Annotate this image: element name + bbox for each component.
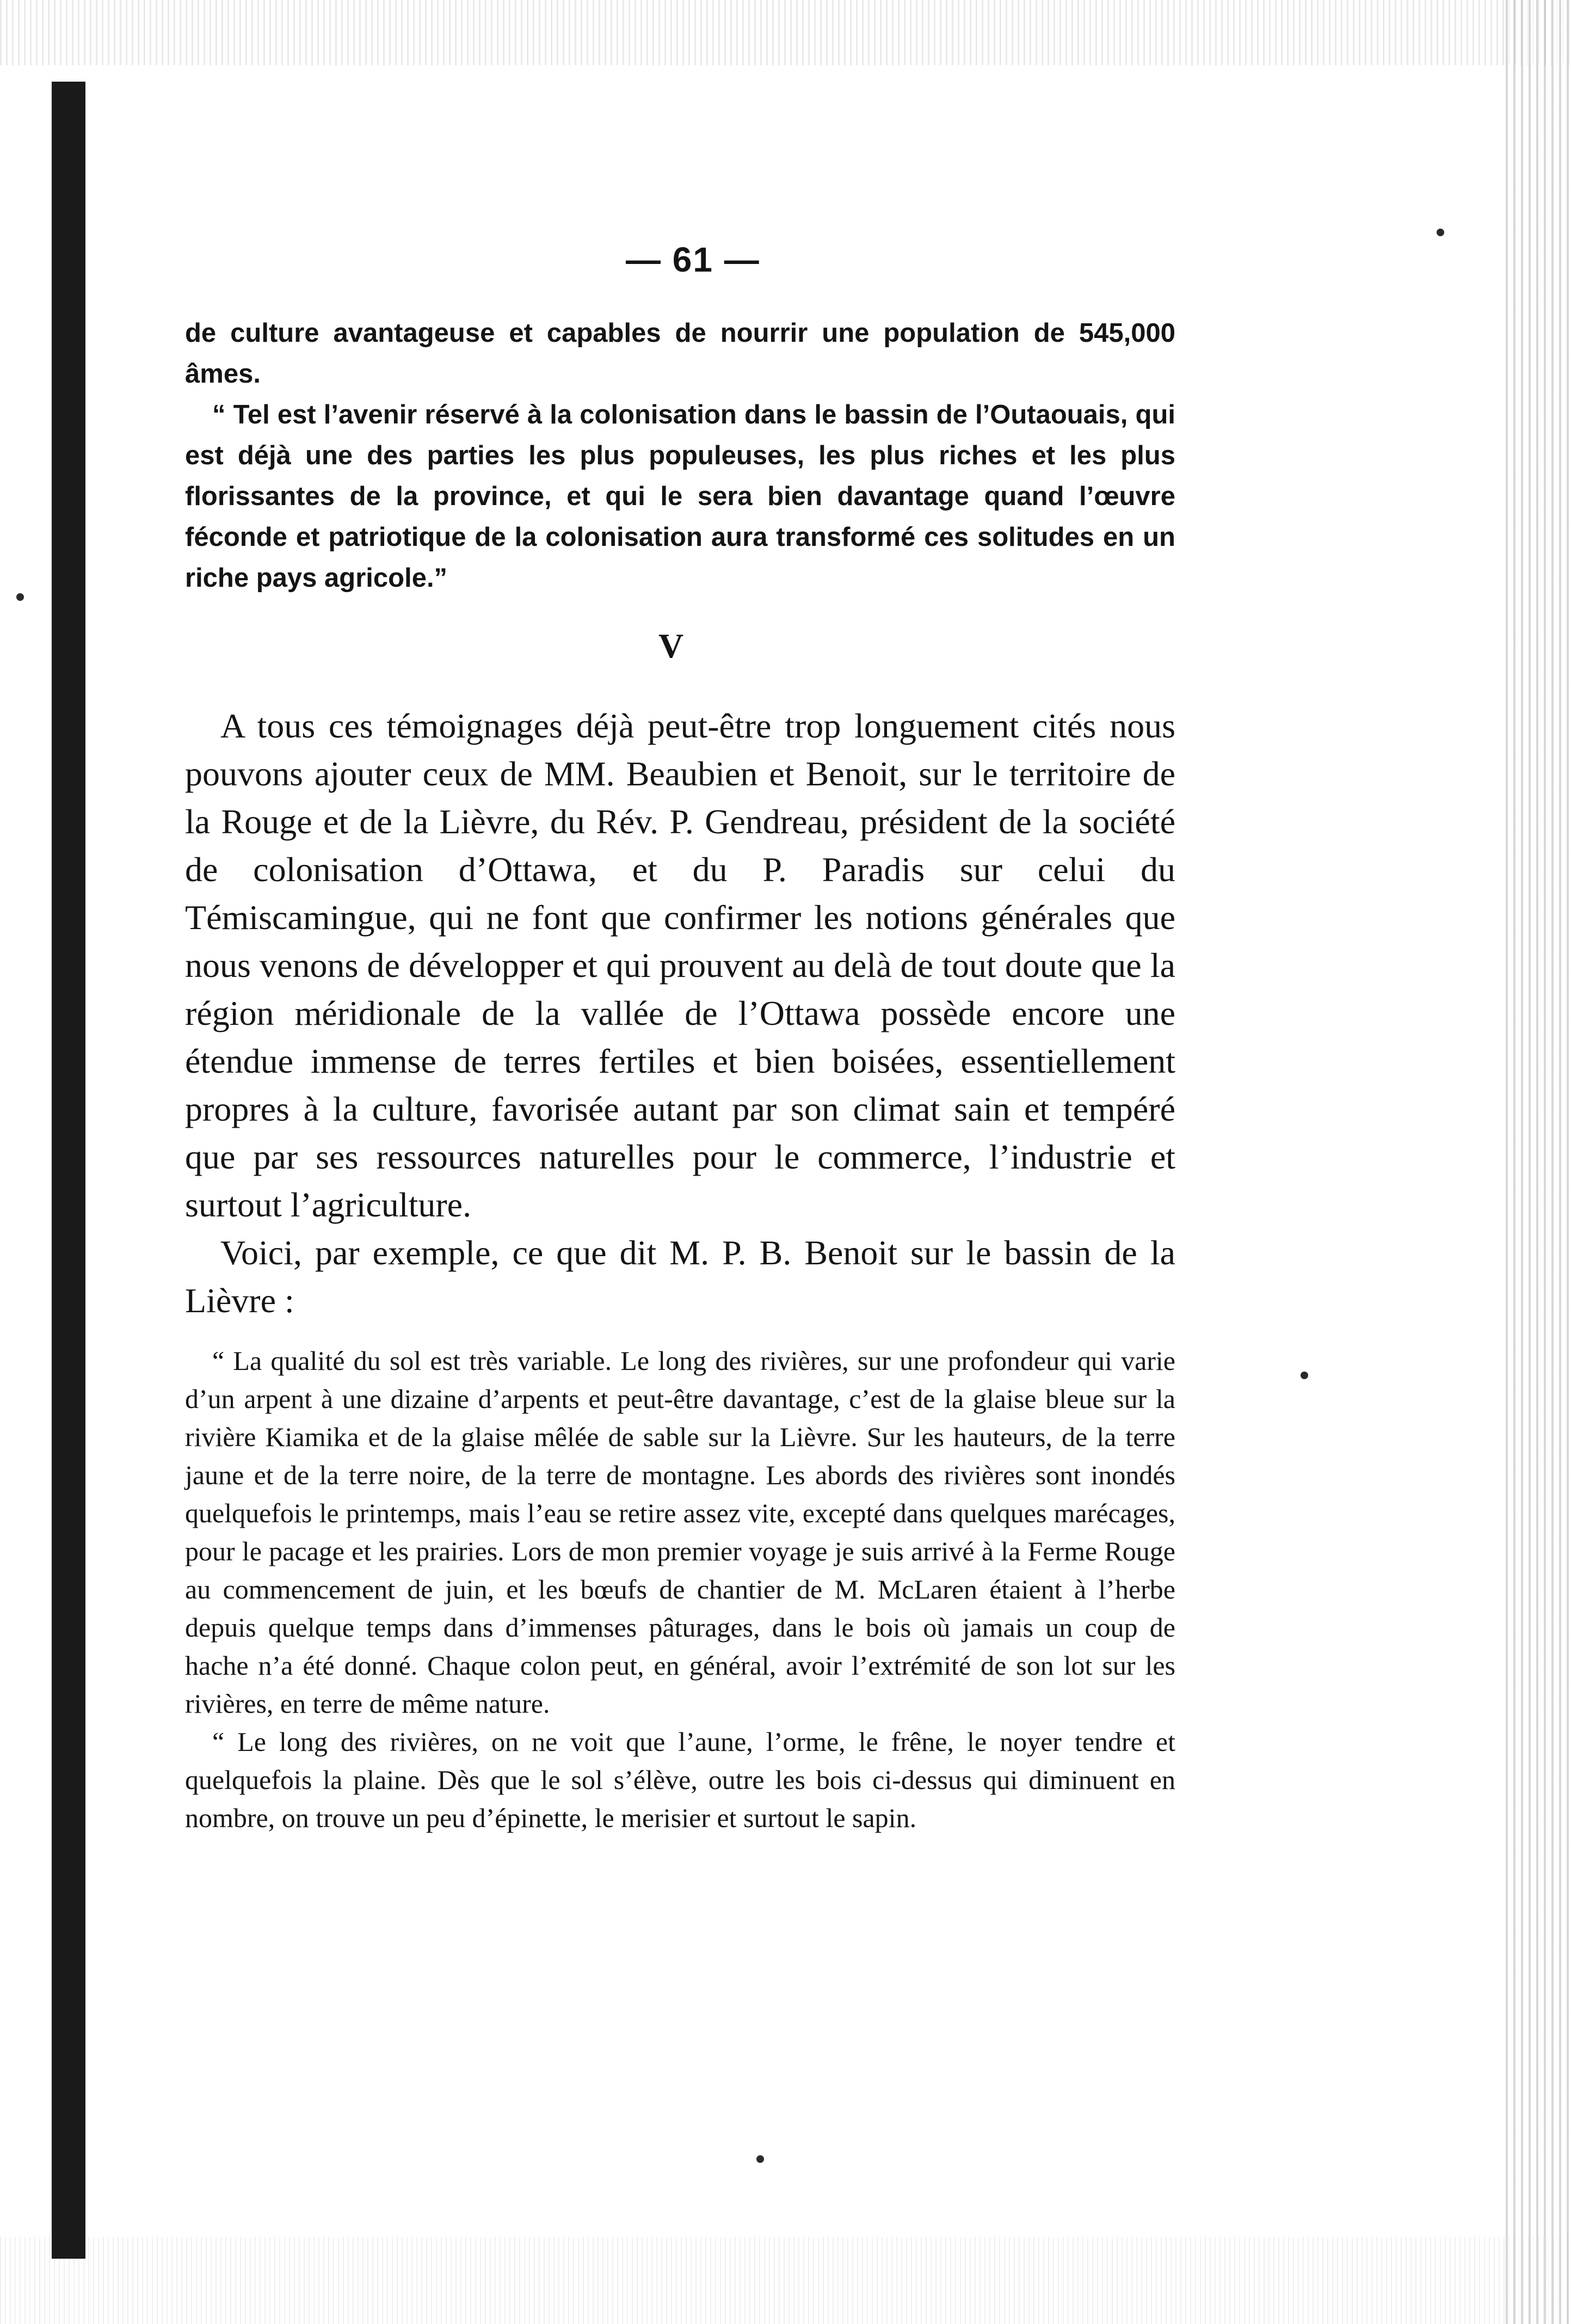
quoted-text: [185, 1342, 1175, 1837]
intro-text: [185, 313, 1175, 599]
page-number: — 61 —: [626, 240, 760, 279]
ink-speck: [756, 2155, 764, 2163]
intro-paragraph: “ Tel est l’avenir réservé à la colonisation dans le bassin de l’Outaouais, qui est déjà une des parties les plus populeuses, les plus riches et les plus florissantes de la province, et qui le sera bien davantage quand l’œuvre féconde et patriotique de la colonisation aura transformé ces solitudes en un riche pays agricole.”: [185, 400, 1175, 593]
intro-paragraph: de culture avantageuse et capables de nourrir une population de 545,000 âmes.: [185, 318, 1175, 389]
scan-noise-top: [0, 0, 1571, 65]
section-heading: V: [658, 626, 684, 665]
page-edge-noise: [1506, 0, 1571, 2324]
body-paragraph: Voici, par exemple, ce que dit M. P. B. Benoit sur le bassin de la Lièvre :: [185, 1233, 1175, 1320]
ink-speck: [1301, 1372, 1308, 1379]
ink-speck: [16, 593, 24, 601]
quote-paragraph: “ La qualité du sol est très variable. Le long des rivières, sur une profondeur qui varie d’un arpent à une dizaine d’arpents et peut-être davantage, c’est de la glaise bleue sur la rivière Kiamika et de la glaise mêlée de sable sur la Lièvre. Sur les hauteurs, de la terre jaune et de la terre noire, de la terre de montagne. Les abords des rivières sont inondés quelquefois le printemps, mais l’eau se retire assez vite, excepté dans quelques marécages, pour le pacage et les prairies. Lors de mon premier voyage je suis arrivé à la Ferme Rouge au commencement de juin, et les bœufs de chantier de M. McLaren étaient à l’herbe depuis quelque temps dans d’immenses pâturages, dans le bois où jamais un coup de hache n’a été donné. Chaque colon peut, en général, avoir l’extrémité de son lot sur les rivières, en terre de même nature.: [185, 1345, 1175, 1719]
ink-speck: [1437, 229, 1444, 236]
binding-shadow: [52, 82, 85, 2259]
body-text: [185, 702, 1175, 1325]
quote-paragraph: “ Le long des rivières, on ne voit que l’aune, l’orme, le frêne, le noyer tendre et quelquefois la plaine. Dès que le sol s’élève, outre les bois ci-dessus qui diminuent en nombre, on trouve un peu d’épinette, le merisier et surtout le sapin.: [185, 1726, 1175, 1833]
body-paragraph: A tous ces témoignages déjà peut-être trop longuement cités nous pouvons ajouter ceux de MM. Beaubien et Benoit, sur le territoire de la Rouge et de la Lièvre, du Rév. P. Gendreau, président de la société de colonisation d’Ottawa, et du P. Paradis sur celui du Témiscamingue, qui ne font que confirmer les notions générales que nous venons de développer et qui prouvent au delà de tout doute que la région méridionale de la vallée de l’Ottawa possède encore une étendue immense de terres fertiles et bien boisées, essentiellement propres à la culture, favorisée autant par son climat sain et tempéré que par ses ressources naturelles pour le commerce, l’industrie et surtout l’agriculture.: [185, 706, 1175, 1224]
scan-noise-bottom: [0, 2237, 1571, 2324]
